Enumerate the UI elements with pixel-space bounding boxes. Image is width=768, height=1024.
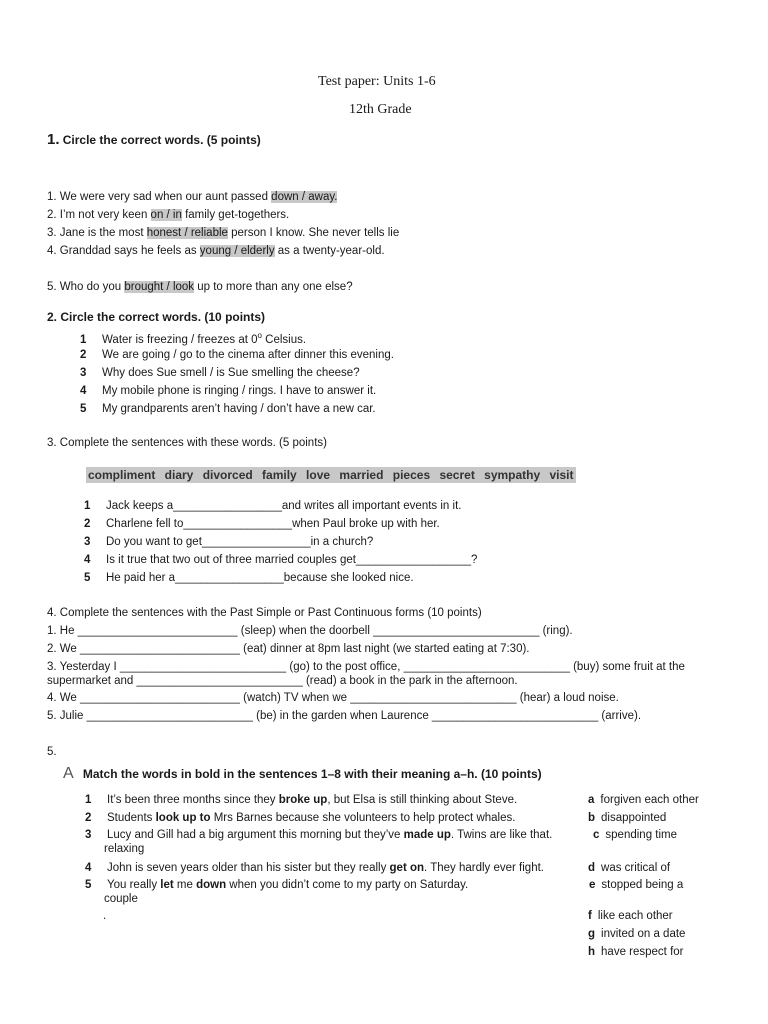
section2-item (80, 331, 306, 346)
item-number: 3 (85, 829, 92, 841)
item-number: 2 (80, 349, 87, 361)
item-number: 1 (85, 794, 92, 806)
meaning-text: like each other (597, 910, 673, 922)
bold-phrase: made up (403, 829, 451, 841)
item-text: person I know. She never tells lie (227, 227, 400, 239)
word-list: compliment diary divorced family love married pieces secret sympathy visit (88, 468, 574, 482)
item-continuation: relaxing (104, 843, 145, 855)
line-text: 1. He _________________________ (sleep) when the doorbell __________________________ (ring). (47, 625, 573, 637)
meaning-item (588, 862, 670, 874)
meaning-item (588, 794, 699, 806)
meaning-item (588, 910, 673, 922)
meaning-letter: h (588, 946, 596, 958)
bold-phrase: broke up (278, 794, 328, 806)
item-number: 3 (80, 367, 87, 379)
section5-number: 5. (47, 746, 57, 758)
section4-heading: 4. Complete the sentences with the Past Simple or Past Continuous forms (10 points) (47, 607, 482, 619)
item-text: up to more than any one else? (194, 281, 353, 293)
item-number: 5 (80, 403, 87, 415)
item-text: Charlene fell to_________________when Paul broke up with her. (106, 518, 440, 530)
item-number: 4 (80, 385, 87, 397)
item-text: It’s been three months since they (107, 794, 279, 806)
item-number: 4 (84, 554, 91, 566)
section1-item (47, 209, 289, 221)
section4-line (47, 692, 619, 704)
item-text: 5. Who do you (47, 281, 125, 293)
meaning-item (588, 812, 666, 824)
bold-phrase: down (196, 879, 227, 891)
item-number: 2 (84, 518, 91, 530)
line-text: 2. We _________________________ (eat) dinner at 8pm last night (we started eating at 7:30). (47, 643, 530, 655)
section1-heading (47, 131, 261, 148)
section2-item (80, 349, 394, 361)
item-text: We are going / go to the cinema after dinner this evening. (102, 349, 394, 361)
item-text: 3. Jane is the most (47, 227, 147, 239)
grade-label: 12th Grade (349, 102, 412, 117)
item-text: My grandparents aren’t having / don’t have a new car. (102, 403, 376, 415)
item-number: 1 (84, 500, 91, 512)
meaning-text: was critical of (601, 862, 671, 874)
section4-line (47, 710, 641, 722)
meaning-letter: f (588, 910, 592, 922)
meaning-item (593, 829, 677, 841)
line-text: supermarket and __________________________ (read) a book in the park in the afternoon. (47, 675, 518, 687)
section2-item (80, 403, 376, 415)
section2-item (80, 385, 376, 397)
item-text: Is it true that two out of three married couples get__________________? (106, 554, 478, 566)
meaning-letter: b (588, 812, 596, 824)
item-text: Celsius. (261, 333, 307, 346)
item-text: 1. We were very sad when our aunt passed (47, 191, 272, 203)
item-text: Lucy and Gill had a big argument this morning but they’ve (107, 829, 404, 841)
section3-item (84, 572, 414, 584)
meaning-letter: d (588, 862, 596, 874)
section3-item (84, 536, 373, 548)
meaning-item (588, 946, 684, 958)
highlighted-choice: honest / reliable (146, 227, 228, 239)
section1-item (47, 227, 399, 239)
meaning-text: disappointed (601, 812, 667, 824)
meaning-letter: c (593, 829, 600, 841)
highlighted-choice: brought / look (124, 281, 195, 293)
meaning-text: stopped being a (601, 879, 684, 891)
item-text: 2. I’m not very keen (47, 209, 151, 221)
section5-item (85, 862, 544, 874)
section5-item (85, 879, 468, 891)
line-text: 4. We _________________________ (watch) TV when we __________________________ (hear) a loud noise. (47, 692, 619, 704)
section5-heading-row (63, 765, 542, 783)
bold-phrase: get on (389, 862, 425, 874)
item-text: me (173, 879, 197, 891)
section5-title: Match the words in bold in the sentences 1–8 with their meaning a–h. (10 points) (82, 767, 542, 781)
item-number: 5 (84, 572, 91, 584)
section5-item (85, 812, 515, 824)
item-text: as a twenty-year-old. (274, 245, 385, 257)
item-text: Mrs Barnes because she volunteers to help protect whales. (210, 812, 516, 824)
section3-item (84, 518, 440, 530)
bold-phrase: look up to (155, 812, 211, 824)
degree-symbol: o (257, 331, 262, 340)
item-text: He paid her a_________________because she looked nice. (106, 572, 414, 584)
item-text: 4. Granddad says he feels as (47, 245, 200, 257)
section1-item (47, 191, 337, 203)
item-text: My mobile phone is ringing / rings. I have to answer it. (102, 385, 377, 397)
item-text: Do you want to get_________________in a church? (106, 536, 374, 548)
item-text: John is seven years older than his sister but they really (107, 862, 390, 874)
item-text: . Twins are like that. (450, 829, 553, 841)
page-title: Test paper: Units 1-6 (318, 74, 436, 89)
meaning-item (589, 879, 683, 891)
section3-item (84, 554, 477, 566)
line-text: 3. Yesterday I __________________________ (go) to the post office, __________________________ (buy) some fruit at the (47, 661, 685, 673)
meaning-letter: g (588, 928, 596, 940)
section4-line (47, 675, 518, 687)
item-number: 4 (85, 862, 92, 874)
meaning-letter: a (588, 794, 595, 806)
section1-title: Circle the correct words. (5 points) (62, 133, 261, 147)
highlighted-choice: young / elderly (199, 245, 275, 257)
item-number: 2 (85, 812, 92, 824)
line-text: 5. Julie __________________________ (be) in the garden when Laurence __________________________ (arrive). (47, 710, 642, 722)
item-text: Why does Sue smell / is Sue smelling the cheese? (102, 367, 360, 379)
section5-letter: A (63, 765, 74, 782)
item-continuation: couple (104, 893, 138, 905)
section1-item (47, 281, 353, 293)
item-text: Water is freezing / freezes at 0 (102, 333, 258, 346)
meaning-text: invited on a date (601, 928, 686, 940)
item-text: . They hardly ever fight. (424, 862, 544, 874)
section4-line (47, 661, 685, 673)
item-text: Students (107, 812, 156, 824)
item-number: 5 (85, 879, 92, 891)
stray-dot: . (103, 910, 107, 922)
section2-item (80, 367, 360, 379)
item-number: 1 (80, 333, 87, 346)
item-text: family get-togethers. (181, 209, 290, 221)
item-text: when you didn’t come to my party on Saturday. (226, 879, 469, 891)
item-text: , but Elsa is still thinking about Steve. (327, 794, 518, 806)
highlighted-choice: on / in (150, 209, 182, 221)
item-number: 3 (84, 536, 91, 548)
word-box (86, 468, 576, 482)
bold-phrase: let (160, 879, 174, 891)
section5-item (85, 794, 517, 806)
section4-line (47, 643, 530, 655)
section3-item (84, 500, 461, 512)
meaning-item (588, 928, 685, 940)
highlighted-choice: down / away. (271, 191, 338, 203)
meaning-text: have respect for (601, 946, 684, 958)
section2-heading: 2. Circle the correct words. (10 points) (47, 310, 266, 324)
item-text: Jack keeps a_________________and writes all important events in it. (106, 500, 462, 512)
meaning-text: spending time (605, 829, 678, 841)
section4-line (47, 625, 573, 637)
item-text: You really (107, 879, 161, 891)
section3-heading: 3. Complete the sentences with these words. (5 points) (47, 437, 327, 449)
meaning-letter: e (589, 879, 596, 891)
meaning-text: forgiven each other (600, 794, 699, 806)
section1-number: 1. (47, 131, 60, 148)
section5-item (85, 829, 552, 841)
section1-item (47, 245, 385, 257)
